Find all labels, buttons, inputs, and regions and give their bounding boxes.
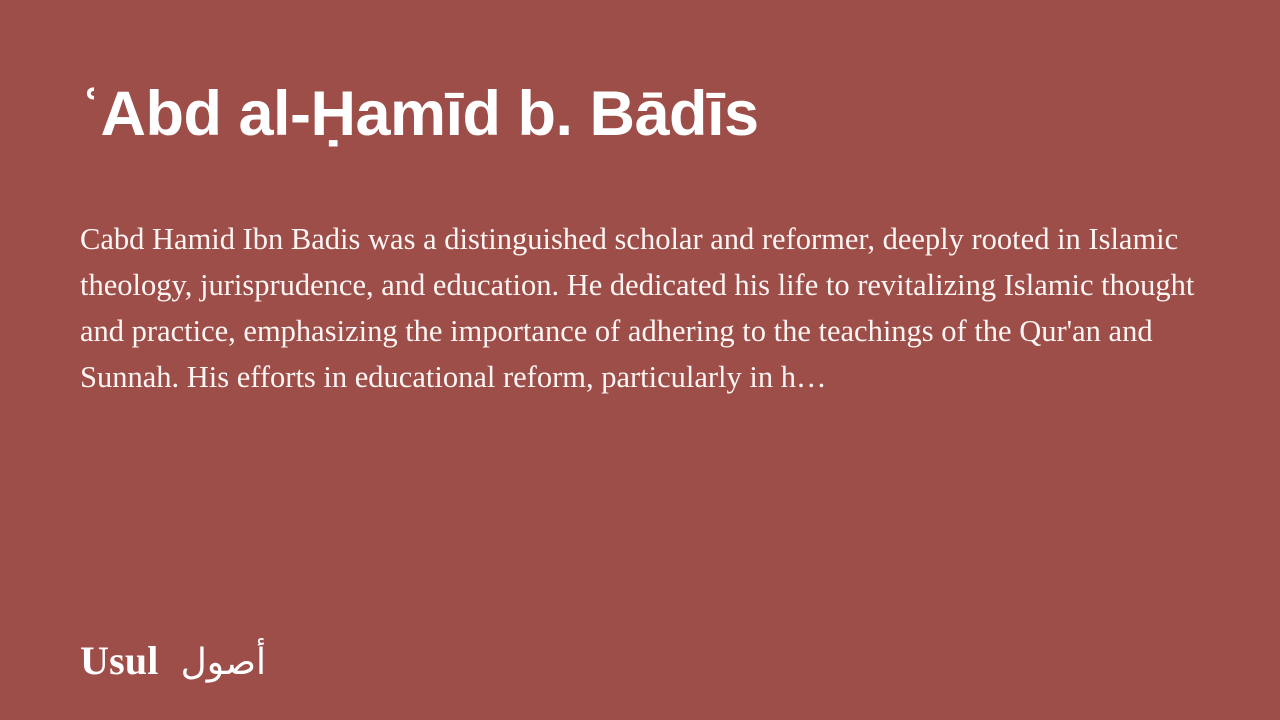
brand-footer	[80, 637, 266, 684]
article-excerpt: Cabd Hamid Ibn Badis was a distinguished scholar and reformer, deeply rooted in Islamic theology, jurisprudence, and education. He dedicated his life to revitalizing Islamic thought and practice, emphasizing the importance of adhering to the teachings of the Qur'an and Sunnah. His efforts in educational reform, particularly in h…	[80, 222, 1195, 395]
brand-name-latin: Usul	[80, 638, 159, 683]
brand-name-arabic: أصول	[180, 642, 266, 683]
page-title: ʿAbd al-Ḥamīd b. Bādīs	[80, 79, 759, 149]
